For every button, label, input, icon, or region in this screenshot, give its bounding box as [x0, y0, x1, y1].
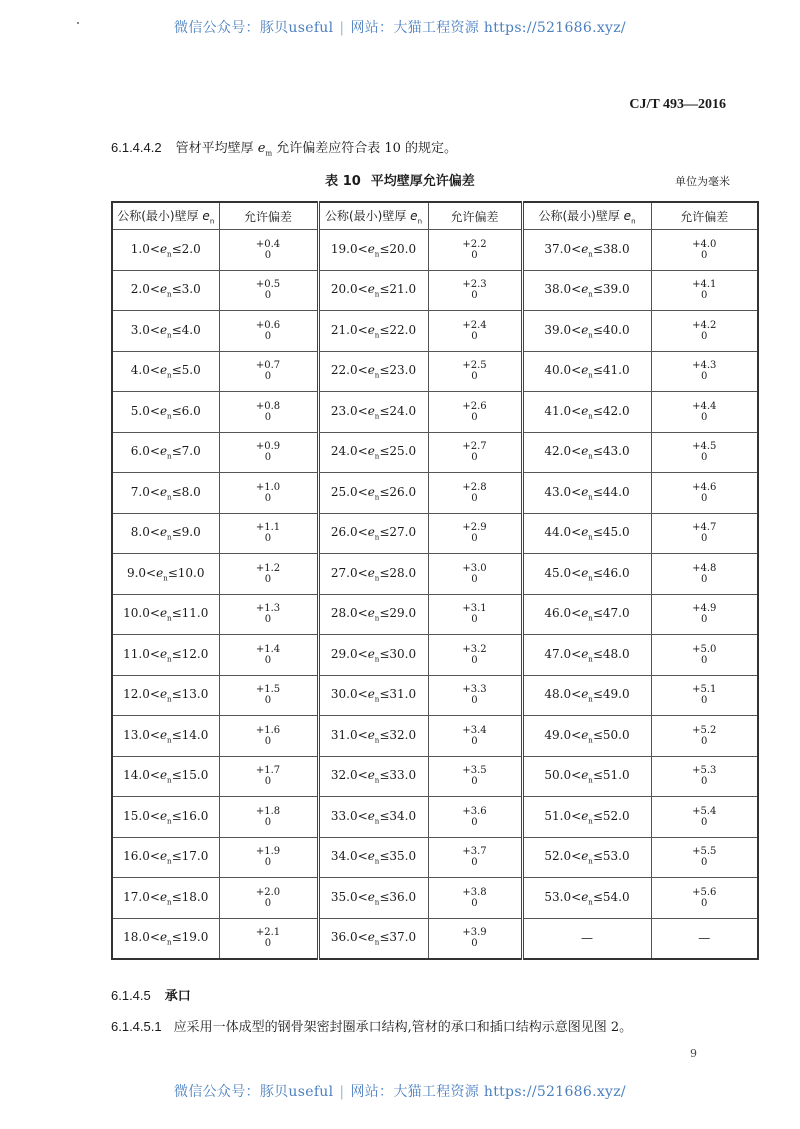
- table-row: [112, 351, 758, 392]
- cell-thickness-range: $36.0<e_n\le 37.0$: [318, 918, 428, 959]
- tolerance-table: [111, 201, 759, 960]
- cell-tolerance: +0.7 0: [219, 351, 318, 392]
- clause-text-before: 管材平均壁厚: [175, 141, 258, 156]
- cell-thickness-range: $2.0<e_n\le 3.0$: [112, 270, 219, 311]
- cell-thickness-range: $41.0<e_n\le 42.0$: [522, 392, 651, 433]
- cell-tolerance: +4.8 0: [651, 554, 758, 595]
- cell-tolerance: —: [651, 918, 758, 959]
- cell-tolerance: +4.1 0: [651, 270, 758, 311]
- cell-thickness-range: $21.0<e_n\le 22.0$: [318, 311, 428, 352]
- cell-tolerance: +1.4 0: [219, 635, 318, 676]
- table-row: [112, 837, 758, 878]
- cell-thickness-range: $11.0<e_n\le 12.0$: [112, 635, 219, 676]
- cell-thickness-range: $20.0<e_n\le 21.0$: [318, 270, 428, 311]
- cell-tolerance: +5.3 0: [651, 756, 758, 797]
- cell-tolerance: +5.4 0: [651, 797, 758, 838]
- cell-tolerance: +3.0 0: [428, 554, 522, 595]
- cell-thickness-range: $10.0<e_n\le 11.0$: [112, 594, 219, 635]
- table-row: [112, 270, 758, 311]
- watermark-right: 网站：大猫工程资源 https://521686.xyz/: [350, 20, 626, 36]
- table-unit: 单位为毫米: [675, 175, 730, 188]
- cell-thickness-range: $14.0<e_n\le 15.0$: [112, 756, 219, 797]
- table-number: 表 10: [325, 174, 361, 189]
- clause-6-1-4-5-1: [111, 1016, 632, 1035]
- cell-tolerance: +4.3 0: [651, 351, 758, 392]
- clause-text: 应采用一体成型的钢骨架密封圈承口结构,管材的承口和插口结构示意图见图 2。: [173, 1020, 633, 1035]
- cell-tolerance: +5.5 0: [651, 837, 758, 878]
- cell-tolerance: +3.4 0: [428, 716, 522, 757]
- cell-thickness-range: $39.0<e_n\le 40.0$: [522, 311, 651, 352]
- table-row: [112, 311, 758, 352]
- cell-thickness-range: $47.0<e_n\le 48.0$: [522, 635, 651, 676]
- cell-tolerance: +0.5 0: [219, 270, 318, 311]
- cell-thickness-range: $18.0<e_n\le 19.0$: [112, 918, 219, 959]
- cell-thickness-range: $42.0<e_n\le 43.0$: [522, 432, 651, 473]
- cell-tolerance: +3.5 0: [428, 756, 522, 797]
- watermark-right: 网站：大猫工程资源 https://521686.xyz/: [350, 1084, 626, 1100]
- watermark-separator: |: [339, 20, 345, 36]
- clause-text-after: 允许偏差应符合表 10 的规定。: [272, 141, 458, 156]
- cell-thickness-range: $53.0<e_n\le 54.0$: [522, 878, 651, 919]
- cell-thickness-range: $31.0<e_n\le 32.0$: [318, 716, 428, 757]
- table-row: [112, 554, 758, 595]
- cell-thickness-range: $3.0<e_n\le 4.0$: [112, 311, 219, 352]
- table-row: [112, 797, 758, 838]
- cell-thickness-range: $4.0<e_n\le 5.0$: [112, 351, 219, 392]
- cell-tolerance: +5.2 0: [651, 716, 758, 757]
- cell-tolerance: +4.6 0: [651, 473, 758, 514]
- table-row: [112, 230, 758, 271]
- table-row: [112, 513, 758, 554]
- cell-thickness-range: $5.0<e_n\le 6.0$: [112, 392, 219, 433]
- cell-tolerance: +5.6 0: [651, 878, 758, 919]
- table-row: [112, 675, 758, 716]
- cell-thickness-range: $9.0<e_n\le 10.0$: [112, 554, 219, 595]
- header-nominal-thickness: 公称(最小)壁厚 $e_n$: [318, 202, 428, 230]
- header-nominal-thickness: 公称(最小)壁厚 $e_n$: [522, 202, 651, 230]
- cell-thickness-range: $37.0<e_n\le 38.0$: [522, 230, 651, 271]
- cell-tolerance: +3.3 0: [428, 675, 522, 716]
- cell-tolerance: +2.2 0: [428, 230, 522, 271]
- cell-thickness-range: $25.0<e_n\le 26.0$: [318, 473, 428, 514]
- cell-thickness-range: $48.0<e_n\le 49.0$: [522, 675, 651, 716]
- cell-thickness-range: $27.0<e_n\le 28.0$: [318, 554, 428, 595]
- cell-tolerance: +2.9 0: [428, 513, 522, 554]
- cell-tolerance: +4.2 0: [651, 311, 758, 352]
- cell-tolerance: +3.7 0: [428, 837, 522, 878]
- cell-thickness-range: $30.0<e_n\le 31.0$: [318, 675, 428, 716]
- cell-tolerance: +1.5 0: [219, 675, 318, 716]
- cell-tolerance: +4.0 0: [651, 230, 758, 271]
- header-nominal-thickness: 公称(最小)壁厚 $e_n$: [112, 202, 219, 230]
- cell-thickness-range: $23.0<e_n\le 24.0$: [318, 392, 428, 433]
- cell-tolerance: +5.1 0: [651, 675, 758, 716]
- cell-tolerance: +1.2 0: [219, 554, 318, 595]
- table-row: [112, 594, 758, 635]
- cell-thickness-range: $22.0<e_n\le 23.0$: [318, 351, 428, 392]
- cell-tolerance: +2.7 0: [428, 432, 522, 473]
- cell-tolerance: +4.9 0: [651, 594, 758, 635]
- table-row: [112, 716, 758, 757]
- cell-tolerance: +3.8 0: [428, 878, 522, 919]
- table-row: [112, 635, 758, 676]
- cell-tolerance: +4.5 0: [651, 432, 758, 473]
- cell-thickness-range: $13.0<e_n\le 14.0$: [112, 716, 219, 757]
- cell-thickness-range: $44.0<e_n\le 45.0$: [522, 513, 651, 554]
- cell-tolerance: +5.0 0: [651, 635, 758, 676]
- symbol-e: e: [257, 141, 266, 156]
- cell-thickness-range: $6.0<e_n\le 7.0$: [112, 432, 219, 473]
- cell-thickness-range: $7.0<e_n\le 8.0$: [112, 473, 219, 514]
- cell-thickness-range: $26.0<e_n\le 27.0$: [318, 513, 428, 554]
- clause-number: 6.1.4.5.1: [111, 1019, 162, 1034]
- header-tolerance: 允许偏差: [219, 202, 318, 230]
- cell-thickness-range: $46.0<e_n\le 47.0$: [522, 594, 651, 635]
- cell-thickness-range: $33.0<e_n\le 34.0$: [318, 797, 428, 838]
- cell-thickness-range: $40.0<e_n\le 41.0$: [522, 351, 651, 392]
- cell-thickness-range: $49.0<e_n\le 50.0$: [522, 716, 651, 757]
- watermark-separator: |: [339, 1084, 345, 1100]
- cell-tolerance: +0.9 0: [219, 432, 318, 473]
- watermark-bottom: [0, 1081, 800, 1101]
- watermark-left: 微信公众号：豚贝useful: [174, 1084, 334, 1100]
- cell-tolerance: +2.8 0: [428, 473, 522, 514]
- table-row: [112, 878, 758, 919]
- cell-thickness-range: $17.0<e_n\le 18.0$: [112, 878, 219, 919]
- cell-thickness-range: $8.0<e_n\le 9.0$: [112, 513, 219, 554]
- cell-thickness-range: —: [522, 918, 651, 959]
- table-body: [112, 230, 758, 960]
- page-number: 9: [690, 1047, 697, 1060]
- cell-tolerance: +4.7 0: [651, 513, 758, 554]
- clause-6-1-4-4-2: [111, 137, 457, 158]
- cell-tolerance: +4.4 0: [651, 392, 758, 433]
- watermark-top: [0, 17, 800, 37]
- table-row: [112, 432, 758, 473]
- cell-tolerance: +0.8 0: [219, 392, 318, 433]
- cell-thickness-range: $29.0<e_n\le 30.0$: [318, 635, 428, 676]
- clause-number: 6.1.4.4.2: [111, 140, 162, 155]
- cell-thickness-range: $34.0<e_n\le 35.0$: [318, 837, 428, 878]
- cell-tolerance: +2.6 0: [428, 392, 522, 433]
- cell-tolerance: +1.7 0: [219, 756, 318, 797]
- header-tolerance: 允许偏差: [428, 202, 522, 230]
- cell-thickness-range: $38.0<e_n\le 39.0$: [522, 270, 651, 311]
- cell-thickness-range: $45.0<e_n\le 46.0$: [522, 554, 651, 595]
- cell-tolerance: +1.9 0: [219, 837, 318, 878]
- table-row: [112, 756, 758, 797]
- section-number: 6.1.4.5: [111, 988, 151, 1003]
- cell-thickness-range: $35.0<e_n\le 36.0$: [318, 878, 428, 919]
- cell-thickness-range: $16.0<e_n\le 17.0$: [112, 837, 219, 878]
- cell-tolerance: +0.4 0: [219, 230, 318, 271]
- cell-thickness-range: $32.0<e_n\le 33.0$: [318, 756, 428, 797]
- section-title: 承口: [164, 989, 191, 1004]
- cell-tolerance: +3.2 0: [428, 635, 522, 676]
- cell-thickness-range: $28.0<e_n\le 29.0$: [318, 594, 428, 635]
- cell-tolerance: +2.5 0: [428, 351, 522, 392]
- cell-tolerance: +2.1 0: [219, 918, 318, 959]
- cell-tolerance: +1.6 0: [219, 716, 318, 757]
- cell-tolerance: +3.9 0: [428, 918, 522, 959]
- cell-thickness-range: $51.0<e_n\le 52.0$: [522, 797, 651, 838]
- cell-thickness-range: $52.0<e_n\le 53.0$: [522, 837, 651, 878]
- standard-code: CJ/T 493—2016: [629, 97, 726, 112]
- cell-tolerance: +3.6 0: [428, 797, 522, 838]
- cell-thickness-range: $50.0<e_n\le 51.0$: [522, 756, 651, 797]
- table-row: [112, 918, 758, 959]
- cell-thickness-range: $12.0<e_n\le 13.0$: [112, 675, 219, 716]
- table-caption: 平均壁厚允许偏差: [370, 174, 475, 189]
- watermark-left: 微信公众号：豚贝useful: [174, 20, 334, 36]
- table-row: [112, 392, 758, 433]
- header-tolerance: 允许偏差: [651, 202, 758, 230]
- cell-tolerance: +2.3 0: [428, 270, 522, 311]
- table-header-row: [112, 202, 758, 230]
- cell-thickness-range: $1.0<e_n\le 2.0$: [112, 230, 219, 271]
- cell-tolerance: +1.0 0: [219, 473, 318, 514]
- cell-tolerance: +1.8 0: [219, 797, 318, 838]
- cell-tolerance: +1.3 0: [219, 594, 318, 635]
- cell-tolerance: +1.1 0: [219, 513, 318, 554]
- cell-thickness-range: $15.0<e_n\le 16.0$: [112, 797, 219, 838]
- cell-tolerance: +2.4 0: [428, 311, 522, 352]
- cell-thickness-range: $19.0<e_n\le 20.0$: [318, 230, 428, 271]
- cell-tolerance: +2.0 0: [219, 878, 318, 919]
- cell-thickness-range: $24.0<e_n\le 25.0$: [318, 432, 428, 473]
- section-6-1-4-5: [111, 985, 191, 1004]
- symbol-sub: m: [265, 149, 273, 158]
- cell-tolerance: +0.6 0: [219, 311, 318, 352]
- cell-thickness-range: $43.0<e_n\le 44.0$: [522, 473, 651, 514]
- cell-tolerance: +3.1 0: [428, 594, 522, 635]
- table-row: [112, 473, 758, 514]
